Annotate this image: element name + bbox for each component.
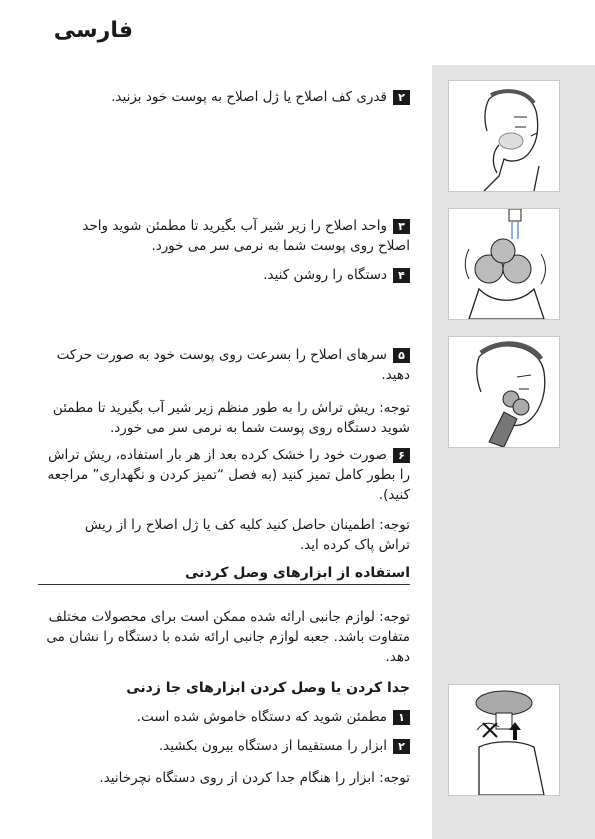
step-number: ۴ <box>393 268 410 283</box>
step-2 <box>110 87 410 107</box>
sub-step-1 <box>90 707 410 727</box>
step-number: ۶ <box>393 448 410 463</box>
step-number: ۵ <box>393 348 410 363</box>
step-5 <box>42 345 410 385</box>
step-3 <box>65 216 410 256</box>
note-clean-foam: توجه: اطمینان حاصل کنید کلیه کف یا ژل اصلاح را از ریش تراش پاک کرده اید. <box>84 517 410 553</box>
step-text: سرهای اصلاح را بسرعت روی پوست خود به صورت حرکت دهید. <box>56 347 410 383</box>
step-text: واحد اصلاح را زیر شیر آب بگیرید تا مطمئن شوید واحد اصلاح روی پوست شما به نرمی سر می خورد. <box>82 218 410 254</box>
note-accessories: توجه: لوازم جانبی ارائه شده ممکن است برای محصولات مختلف متفاوت باشد. جعبه لوازم جانبی ارائه شده با دستگاه را نشان می دهد. <box>46 609 410 665</box>
step-text: قدری کف اصلاح یا ژل اصلاح به پوست خود بزنید. <box>111 89 387 105</box>
language-title: فارسی <box>53 18 133 43</box>
step-text: دستگاه را روشن کنید. <box>263 267 387 283</box>
note-rinse: توجه: ریش تراش را به طور منظم زیر شیر آب بگیرید تا مطمئن شوید دستگاه روی پوست شما به نرمی سر می خورد. <box>52 400 410 436</box>
shaving-face-illustration <box>448 336 560 448</box>
section-heading: استفاده از ابزارهای وصل کردنی <box>184 565 410 581</box>
step-6 <box>38 445 410 505</box>
shaver-under-tap-illustration <box>448 208 560 320</box>
step-number: ۲ <box>393 739 410 754</box>
attachment-remove-illustration <box>448 684 560 796</box>
step-number: ۳ <box>393 219 410 234</box>
sub-step-2 <box>90 736 410 756</box>
step-number: ۱ <box>393 710 410 725</box>
section-divider <box>38 584 410 585</box>
step-text: صورت خود را خشک کرده بعد از هر بار استفاده، ریش تراش را بطور کامل تمیز کنید (به فصل “تمیز کردن و نگهداری” مراجعه کنید). <box>47 447 410 503</box>
face-foam-illustration <box>448 80 560 192</box>
step-number: ۲ <box>393 90 410 105</box>
note-no-twist: توجه: ابزار را هنگام جدا کردن از روی دستگاه نچرخانید. <box>99 770 410 786</box>
step-4 <box>110 265 410 285</box>
step-text: ابزار را مستقیما از دستگاه بیرون بکشید. <box>158 738 387 754</box>
step-text: مطمئن شوید که دستگاه خاموش شده است. <box>136 709 387 725</box>
sub-heading: جدا کردن یا وصل کردن ابزارهای جا زدنی <box>126 680 410 696</box>
